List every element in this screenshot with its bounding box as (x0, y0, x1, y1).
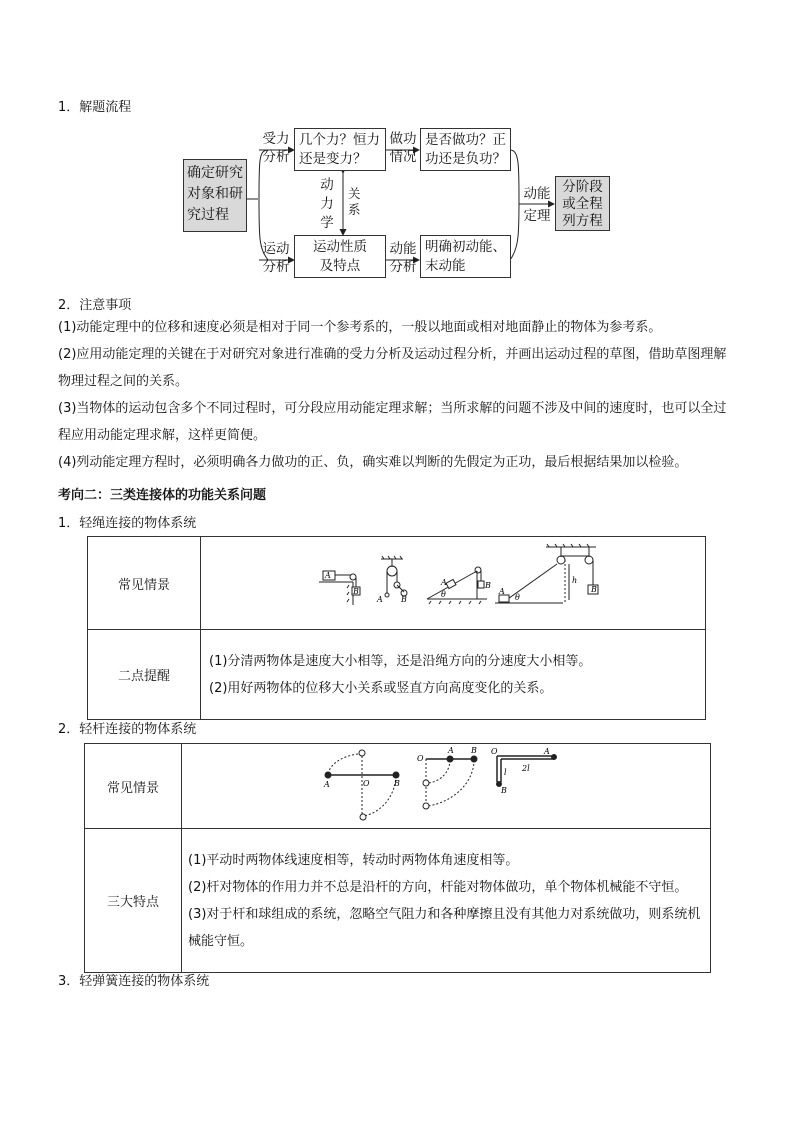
rope-heading: 1．轻绳连接的物体系统 (58, 516, 197, 531)
flow-motion-box: 运动性质及特点 (294, 235, 386, 278)
flow-rel-label: 关系 (348, 186, 361, 217)
rope-label-7: A (499, 587, 505, 596)
note-item-4: (4)列动能定理方程时，必须明确各力做功的正、负，确实难以判断的先假定为正功，最后根据结果加以检验。 (58, 455, 688, 470)
rod-label-2: B (394, 779, 400, 788)
rope-figure-cell (201, 537, 706, 630)
flow-force-box: 几个力？恒力还是变力？ (294, 128, 386, 171)
rope-figures (201, 537, 705, 625)
note-item-1: (1)动能定理中的位移和速度必须是相对于同一个参考系的，一般以地面或相对地面静止的物体为参考系。 (58, 320, 662, 335)
rod-feature-2: (2)杆对物体的作用力并不总是沿杆的方向，杆能对物体做功，单个物体机械能不守恒。 (188, 879, 688, 895)
rod-table (84, 743, 711, 973)
flow-motion-label: 运动分析 (262, 241, 290, 275)
rope-tip-2: (2)用好两物体的位移大小关系或竖直方向高度变化的关系。 (209, 680, 553, 696)
rope-label-3: B (401, 595, 407, 604)
notes-list (58, 314, 733, 476)
rod-row1-label: 常见情景 (85, 744, 182, 829)
rope-row2-label: 二点提醒 (88, 630, 201, 720)
rod-label-7: A (544, 747, 550, 756)
rod-label-0: A (324, 780, 330, 789)
flow-force-label: 受力分析 (262, 131, 290, 165)
section-heading-notes: 2．注意事项 (58, 298, 132, 313)
rope-label-2: A (377, 595, 383, 604)
flow-end-box: 分阶段或全程列方程 (555, 176, 610, 231)
rod-label-5: B (471, 746, 477, 755)
flow-ke-label: 动能分析 (389, 241, 417, 275)
rope-table (87, 536, 706, 720)
rope-label-9: h (572, 576, 578, 585)
rod-label-3: O (417, 754, 424, 763)
flow-work-label: 做功情况 (389, 131, 417, 165)
flow-ke-box: 明确初动能、末动能 (420, 235, 511, 278)
rod-label-6: O (491, 747, 498, 756)
note-item-3: (3)当物体的运动包含多个不同过程时，可分段应用动能定理求解；当所求解的问题不涉及中间的速度时，也可以全过程应用动能定理求解，这样更简便。 (58, 401, 727, 443)
spring-heading: 3．轻弹簧连接的物体系统 (58, 974, 210, 989)
flow-work-box: 是否做功？正功还是负功？ (420, 128, 511, 171)
rope-label-10: B (591, 585, 597, 594)
rope-label-1: B (353, 587, 359, 596)
rope-label-5: B (485, 581, 491, 590)
rope-label-8: θ (515, 593, 520, 602)
bracket-right (510, 150, 519, 260)
rod-label-10: B (501, 786, 507, 795)
rope-label-6: θ (441, 590, 446, 599)
section-heading-flow: 1．解题流程 (58, 100, 132, 115)
rope-label-4: A (441, 578, 447, 587)
flow-dyn-label: 动力学 (320, 177, 334, 231)
rod-label-1: O (363, 779, 370, 788)
direction-heading: 考向二：三类连接体的功能关系问题 (58, 488, 267, 503)
rod-figures (182, 744, 710, 824)
rod-label-4: A (448, 746, 454, 755)
rod-label-8: 2l (522, 764, 530, 773)
rod-label-9: l (504, 768, 507, 777)
rope-row1-label: 常见情景 (88, 537, 201, 630)
rod-row2-label: 三大特点 (85, 829, 182, 973)
rod-figure-cell (182, 744, 711, 829)
rod-feature-1: (1)平动时两物体线速度相等，转动时两物体角速度相等。 (188, 852, 519, 868)
rod-heading: 2．轻杆连接的物体系统 (58, 722, 197, 737)
rope-tip-1: (1)分清两物体是速度大小相等，还是沿绳方向的分速度大小相等。 (209, 653, 592, 669)
flow-theorem-label: 动能定理 (523, 186, 551, 224)
flow-start-box: 确定研究对象和研究过程 (183, 159, 247, 232)
rope-label-0: A (325, 571, 331, 580)
note-item-2: (2)应用动能定理的关键在于对研究对象进行准确的受力分析及运动过程分析，并画出运动过程的草图，借助草图理解物理过程之间的关系。 (58, 347, 727, 389)
rod-feature-3: (3)对于杆和球组成的系统，忽略空气阻力和各种摩擦且没有其他力对系统做功，则系统机械能守恒。 (188, 906, 701, 949)
